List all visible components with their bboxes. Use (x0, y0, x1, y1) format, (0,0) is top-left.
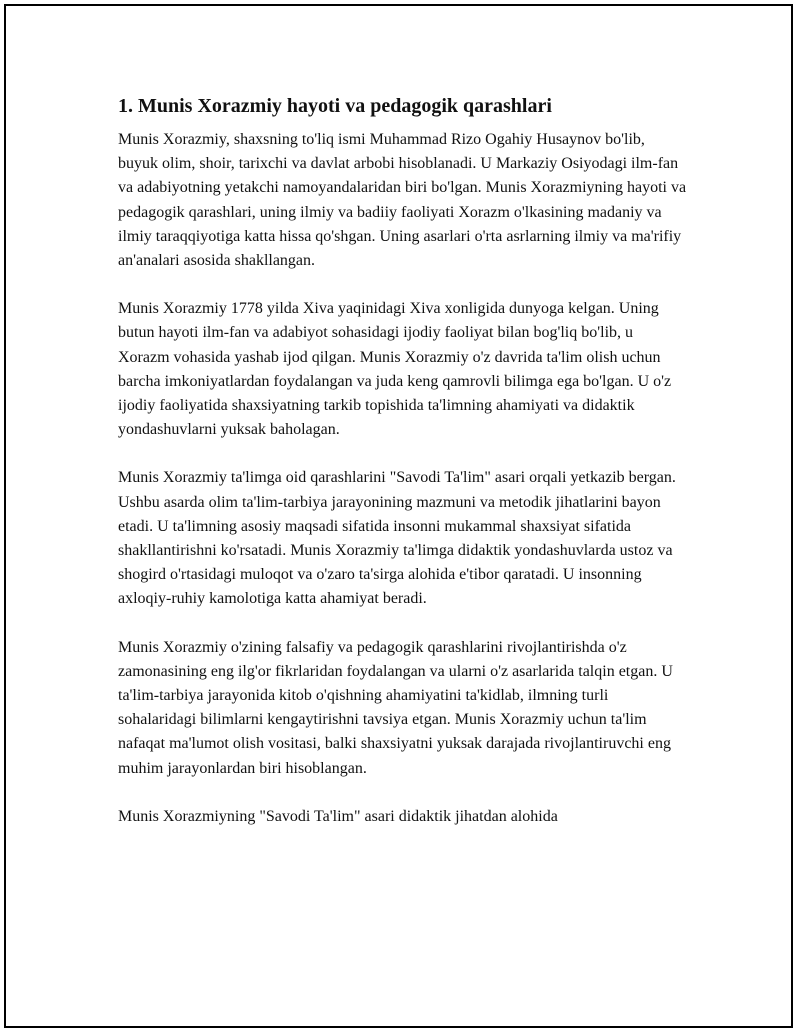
paragraph-2: Munis Xorazmiy 1778 yilda Xiva yaqinidagi Xiva xonligida dunyoga kelgan. Uning butun hayoti ilm-fan va adabiyot sohasidagi ijodiy faoliyat bilan bog'liq bo'lib, u Xorazm vohasida yashab ijod qilgan. Munis Xorazmiy o'z davrida ta'lim olish uchun barcha imkoniyatlardan foydalangan va juda keng qamrovli bilimga ega bo'lgan. U o'z ijodiy faoliyatida shaxsiyatning tarkib topishida ta'limning ahamiyati va didaktik yondashuvlarni yuksak baholagan. (118, 300, 672, 439)
document-body (118, 92, 688, 853)
paragraph-5: Munis Xorazmiyning "Savodi Ta'lim" asari didaktik jihatdan alohida (118, 807, 558, 825)
paragraph-4: Munis Xorazmiy o'zining falsafiy va pedagogik qarashlarini rivojlantirishda o'z zamonasining eng ilg'or fikrlaridan foydalangan va ularni o'z asarlarida talqin etgan. U ta'lim-tarbiya jarayonida kitob o'qishning ahamiyatini ta'kidlab, ilmning turli sohalaridagi bilimlarni kengaytirishni tavsiya etgan. Munis Xorazmiy uchun ta'lim nafaqat ma'lumot olish vositasi, balki shaxsiyatni yuksak darajada rivojlantiruvchi eng muhim jarayonlardan biri hisoblangan. (118, 638, 673, 777)
paragraph-1: Munis Xorazmiy, shaxsning to'liq ismi Muhammad Rizo Ogahiy Husaynov bo'lib, buyuk olim, shoir, tarixchi va davlat arbobi hisoblanadi. U Markaziy Osiyodagi ilm-fan va adabiyotning yetakchi namoyandalaridan biri bo'lgan. Munis Xorazmiyning hayoti va pedagogik qarashlari, uning ilmiy va badiiy faoliyati Xorazm o'lkasining madaniy va ilmiy taraqqiyotiga katta hissa qo'shgan. Uning asarlari o'rta asrlarning ilmiy va ma'rifiy an'analari asosida shakllangan. (118, 131, 687, 270)
paragraph-3: Munis Xorazmiy ta'limga oid qarashlarini "Savodi Ta'lim" asari orqali yetkazib bergan. Ushbu asarda olim ta'lim-tarbiya jarayonining mazmuni va metodik jihatlarini bayon etadi. U ta'limning asosiy maqsadi sifatida insonni mukammal shaxsiyat sifatida shakllantirishni ko'rsatadi. Munis Xorazmiy ta'limga didaktik yondashuvlarda ustoz va shogird o'rtasidagi muloqot va o'zaro ta'sirga alohida e'tibor qaratadi. U insonning axloqiy-ruhiy kamolotiga katta ahamiyat beradi. (118, 469, 676, 608)
section-heading: 1. Munis Xorazmiy hayoti va pedagogik qarashlari (118, 95, 552, 117)
